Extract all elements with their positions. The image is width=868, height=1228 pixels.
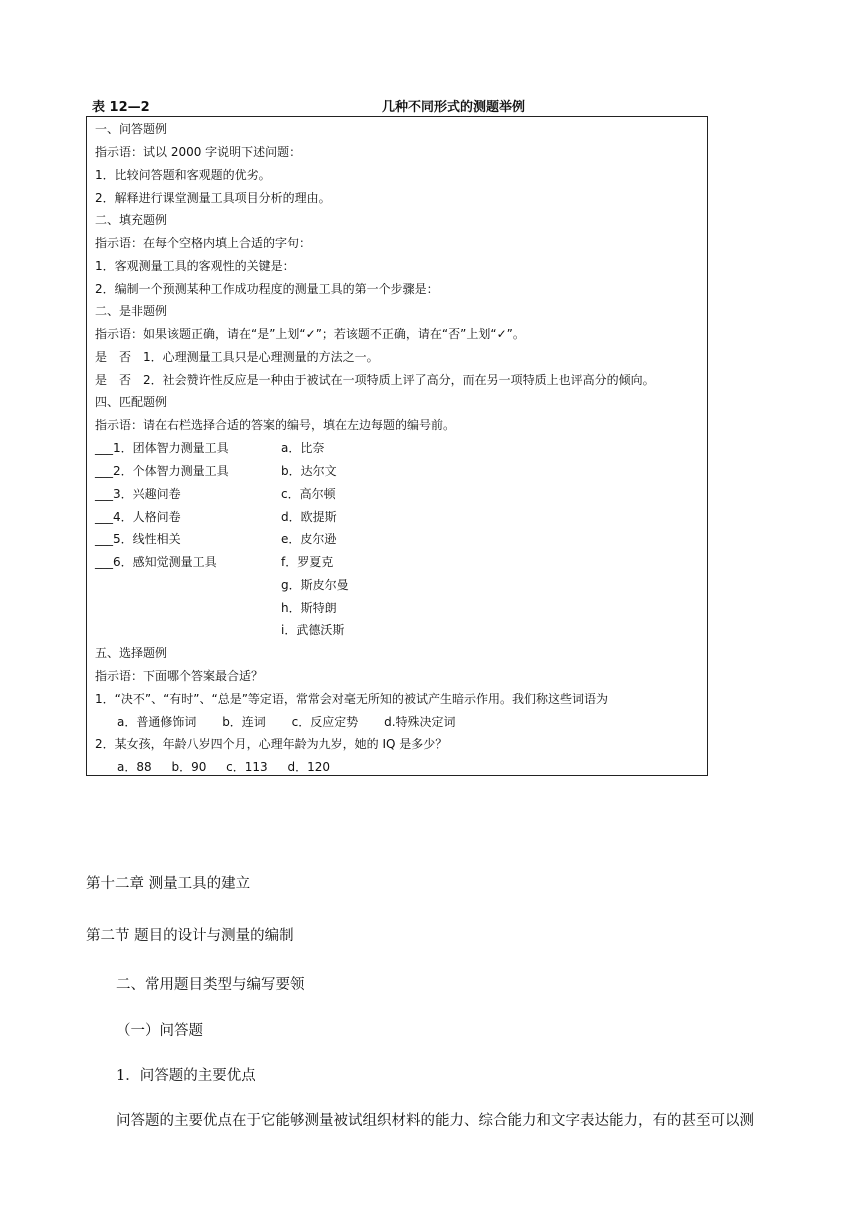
option: b．90 [171, 760, 207, 774]
match-right-item: g．斯皮尔曼 [281, 578, 349, 592]
match-right-item: e．皮尔逊 [281, 532, 337, 546]
match-right-item: h．斯特朗 [281, 601, 337, 615]
table-box [86, 116, 708, 776]
section-heading-choice: 五、选择题例 [95, 646, 168, 660]
fill-item-1: 1．客观测量工具的客观性的关键是： [95, 259, 295, 273]
instruction-matching: 指示语：请在右栏选择合适的答案的编号，填在左边每题的编号前。 [95, 418, 456, 432]
match-left-item: ___2．个体智力测量工具 [95, 464, 229, 478]
match-left-item: ___5．线性相关 [95, 532, 181, 546]
option: d．120 [287, 760, 331, 774]
match-right-item: f．罗夏克 [281, 555, 334, 569]
section-heading-truefalse: 二、是非题例 [95, 304, 168, 318]
match-right-item: c．高尔顿 [281, 487, 336, 501]
sub-item-heading: （一）问答题 [116, 1023, 203, 1039]
truefalse-item-2: 是 否 2．社会赞许性反应是一种由于被试在一项特质上评了高分，而在另一项特质上也评高分的倾向。 [95, 373, 655, 387]
match-left-item: ___1．团体智力测量工具 [95, 441, 229, 455]
match-right-item: a．比奈 [281, 441, 325, 455]
instruction-truefalse: 指示语：如果该题正确，请在“是”上划“✓”；若该题不正确，请在“否”上划“✓”。 [95, 327, 525, 341]
body-paragraph: 问答题的主要优点在于它能够测量被试组织材料的能力、综合能力和文字表达能力，有的甚至可以测 [116, 1113, 754, 1129]
essay-item-2: 2．解释进行课堂测量工具项目分析的理由。 [95, 191, 331, 205]
instruction-essay: 指示语：试以 2000 字说明下述问题： [95, 145, 302, 159]
table-number: 表 12—2 [92, 100, 150, 115]
match-right-item: i．武德沃斯 [281, 623, 345, 637]
option: a．普通修饰词 [117, 715, 197, 729]
choice-question-1-options [117, 714, 478, 730]
subsection-heading: 二、常用题目类型与编写要领 [116, 977, 305, 993]
section-heading-essay: 一、问答题例 [95, 122, 168, 136]
table-title: 几种不同形式的测题举例 [382, 100, 526, 115]
option: b．连词 [222, 715, 266, 729]
instruction-choice: 指示语：下面哪个答案最合适？ [95, 669, 264, 683]
fill-item-2: 2．编制一个预测某种工作成功程度的测量工具的第一个步骤是： [95, 282, 439, 296]
match-right-item: d．欧提斯 [281, 510, 337, 524]
instruction-fill: 指示语：在每个空格内填上合适的字句： [95, 236, 312, 250]
point-heading: 1．问答题的主要优点 [116, 1068, 256, 1084]
option: c．113 [226, 760, 268, 774]
section-heading-matching: 四、匹配题例 [95, 395, 168, 409]
truefalse-item-1: 是 否 1．心理测量工具只是心理测量的方法之一。 [95, 350, 379, 364]
section-heading-fill: 二、填充题例 [95, 213, 168, 227]
option: c．反应定势 [291, 715, 359, 729]
match-right-item: b．达尔文 [281, 464, 337, 478]
choice-question-1: 1．“决不”、“有时”、“总是”等定语，常常会对毫无所知的被试产生暗示作用。我们称这些词语为 [95, 692, 608, 706]
choice-question-2-options [117, 759, 346, 775]
match-left-item: ___6．感知觉测量工具 [95, 555, 217, 569]
option: d.特殊决定词 [384, 715, 456, 729]
choice-question-2: 2．某女孩，年龄八岁四个月，心理年龄为九岁，她的 IQ 是多少？ [95, 737, 448, 751]
chapter-heading: 第十二章 测量工具的建立 [86, 876, 251, 892]
option: a．88 [117, 760, 152, 774]
match-left-item: ___3．兴趣问卷 [95, 487, 181, 501]
essay-item-1: 1．比较问答题和客观题的优劣。 [95, 168, 271, 182]
match-left-item: ___4．人格问卷 [95, 510, 181, 524]
section-heading: 第二节 题目的设计与测量的编制 [86, 928, 294, 944]
table-caption [92, 96, 712, 116]
